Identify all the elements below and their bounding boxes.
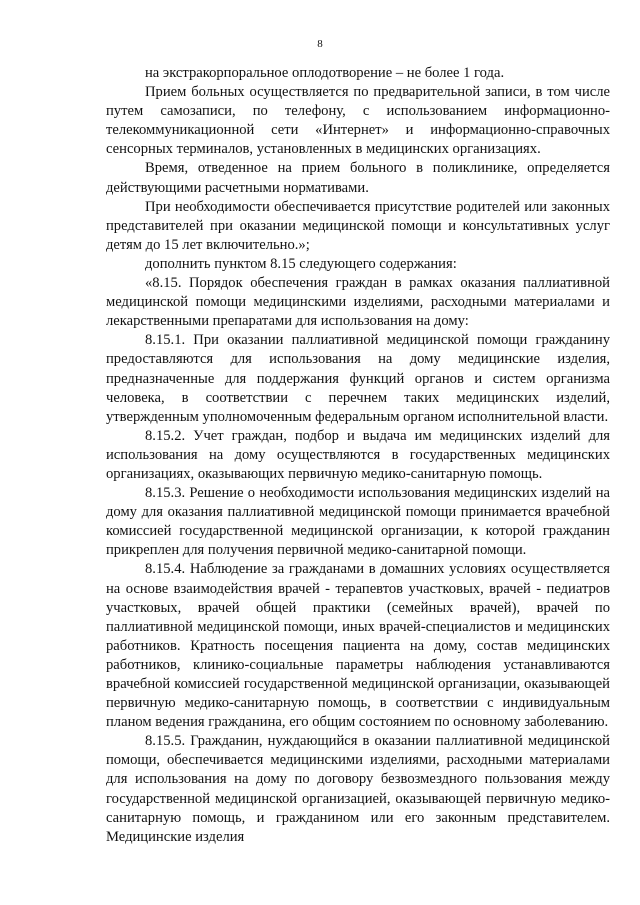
paragraph-reception-time: Время, отведенное на прием больного в поликлинике, определяется действующими расчетными нормативами. (106, 160, 610, 196)
paragraph-8-15-4: 8.15.4. Наблюдение за гражданами в домашних условиях осуществляется на основе взаимодействия врачей - терапевтов участковых, врачей - педиатров участковых, врачей общей практики (семейных врачей), врачей по паллиативной медицинской помощи, иных врачей-специалистов и медицинских работников. Кратность посещения пациента на дому, состав медицинских работников, клинико-социальные параметры наблюдения устанавливаются врачебной комиссией государственной медицинской организации, оказывающей первичную медико-санитарную помощь, в соответствии с индивидуальным планом ведения гражданина, его общим состоянием по основному заболеванию. (106, 561, 610, 731)
page-number: 8 (317, 38, 323, 50)
paragraph-8-15: «8.15. Порядок обеспечения граждан в рамках оказания паллиативной медицинской помощи медицинскими изделиями, расходными материалами и лекарственными препаратами для использования на дому: (106, 275, 610, 330)
paragraph-8-15-5: 8.15.5. Гражданин, нуждающийся в оказании паллиативной медицинской помощи, обеспечивается медицинскими изделиями, расходными материалами для использования на дому по договору безвозмездного пользования между государственной медицинской организацией, оказывающей первичную медико-санитарную помощь, и гражданином или его законным представителем. Медицинские изделия (106, 733, 610, 845)
paragraph-ivf-duration: на экстракорпоральное оплодотворение – не более 1 года. (145, 65, 505, 81)
document-body (106, 64, 610, 847)
paragraph-8-15-1: 8.15.1. При оказании паллиативной медицинской помощи гражданину предоставляются для использования на дому медицинские изделия, предназначенные для поддержания функций органов и систем организма человека, в соответствии с перечнем таких медицинских изделий, утвержденным уполномоченным федеральным органом исполнительной власти. (106, 332, 610, 425)
paragraph-parents-presence: При необходимости обеспечивается присутствие родителей или законных представителей при оказании медицинской помощи и консультативных услуг детям до 15 лет включительно.»; (106, 198, 610, 253)
paragraph-8-15-2: 8.15.2. Учет граждан, подбор и выдача им медицинских изделий для использования на дому осуществляются в государственных медицинских организациях, оказывающих первичную медико-санитарную помощь. (106, 427, 610, 482)
paragraph-add-item-8-15: дополнить пунктом 8.15 следующего содержания: (145, 255, 457, 272)
paragraph-appointment-booking: Прием больных осуществляется по предварительной записи, в том числе путем самозаписи, по телефону, с использованием информационно-телекоммуникационной сети «Интернет» и информационно-справочных сенсорных терминалов, установленных в медицинских организациях. (106, 84, 610, 158)
paragraph-8-15-3: 8.15.3. Решение о необходимости использования медицинских изделий на дому для оказания паллиативной медицинской помощи принимается врачебной комиссией государственной медицинской организации, к которой гражданин прикреплен для получения первичной медико-санитарной помощи. (106, 485, 610, 559)
